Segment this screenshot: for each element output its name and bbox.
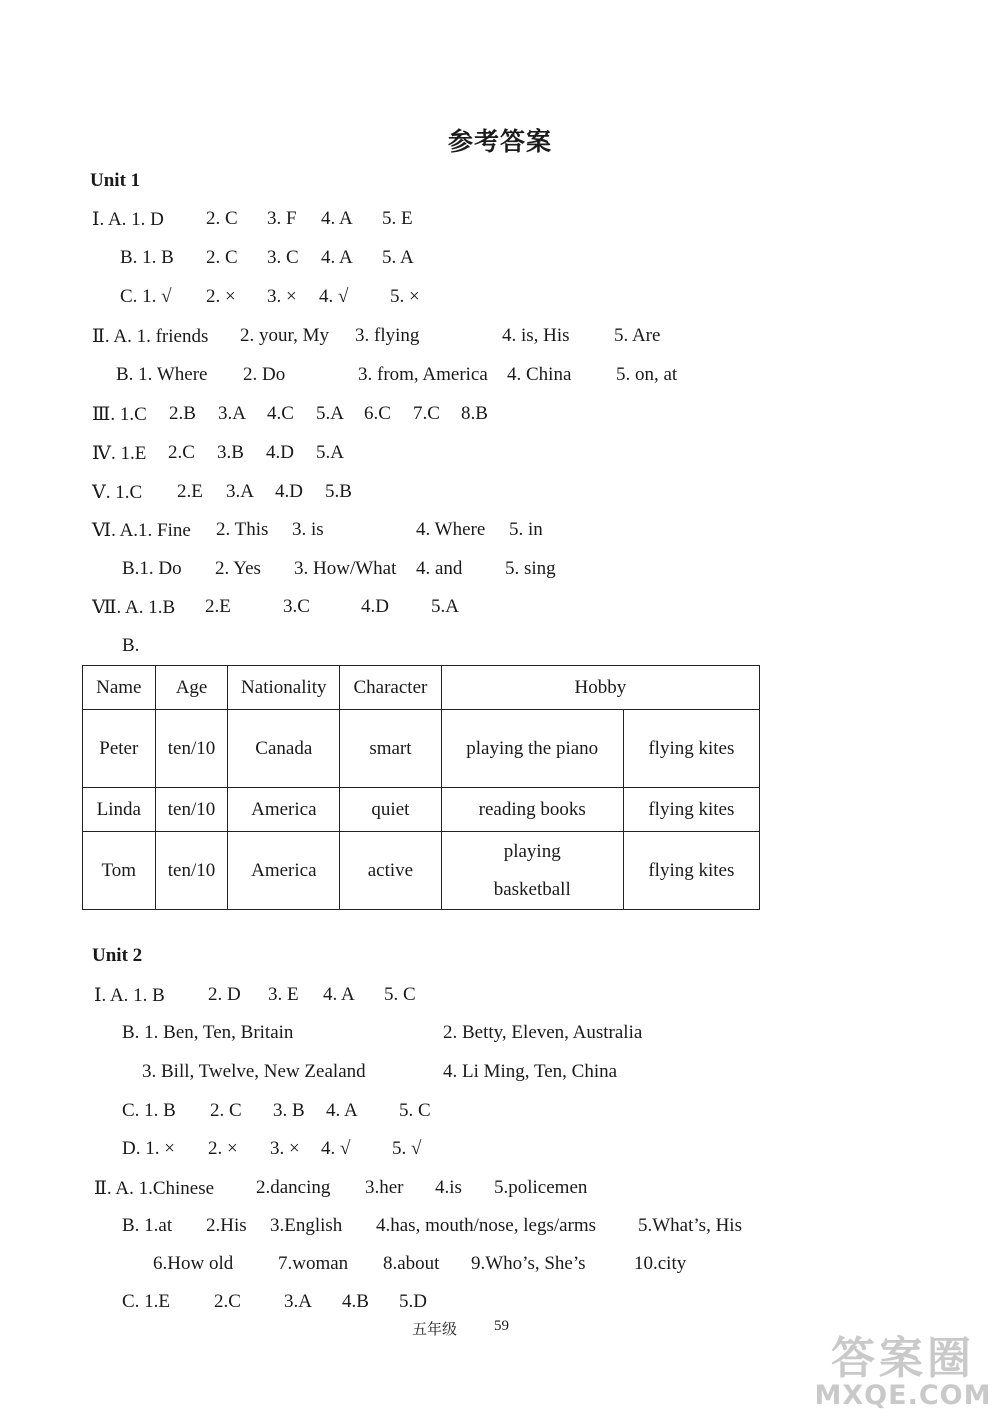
answer-item: C. 1. B	[122, 1100, 176, 1121]
answer-item: Ⅴ. 1.C	[92, 482, 143, 503]
answer-line	[0, 1138, 1000, 1164]
answer-line	[0, 286, 1000, 312]
answer-item: Ⅱ. A. 1. friends	[92, 326, 209, 347]
page-number: 59	[494, 1318, 509, 1334]
answer-item: B.	[122, 635, 140, 656]
answer-line	[0, 519, 1000, 545]
answer-item: 3.B	[217, 442, 244, 463]
table-cell: active	[340, 832, 442, 910]
answer-item: 5.A	[316, 442, 344, 463]
answer-item: 5. Are	[614, 325, 661, 346]
answer-item: 3. ×	[270, 1138, 300, 1159]
answer-item: B. 1. Where	[116, 364, 208, 385]
table-cell: playing the piano	[441, 710, 623, 788]
header-cell-nationality: Nationality	[228, 666, 340, 710]
answer-item: 5.B	[325, 481, 352, 502]
answer-item: 2. Yes	[215, 558, 261, 579]
answer-item: 4.B	[342, 1291, 369, 1312]
answer-item: 5. C	[384, 984, 416, 1005]
answer-item: 4.D	[266, 442, 294, 463]
table-cell: ten/10	[155, 788, 228, 832]
answer-item: 2. ×	[206, 286, 236, 307]
answer-item: 2.His	[206, 1215, 247, 1236]
answer-item: 3.A	[284, 1291, 312, 1312]
table-cell: smart	[340, 710, 442, 788]
student-info-table	[82, 665, 760, 910]
answer-item: Ⅲ. 1.C	[92, 404, 147, 425]
answer-item: 6.How old	[153, 1253, 234, 1274]
answer-item: 3. F	[267, 208, 297, 229]
answer-item: 4.D	[361, 596, 389, 617]
answer-item: 4.is	[435, 1177, 462, 1198]
answer-item: 2.dancing	[256, 1177, 331, 1198]
table-cell: ten/10	[155, 710, 228, 788]
answer-item: 5. C	[399, 1100, 431, 1121]
answer-item: 3. Bill, Twelve, New Zealand	[142, 1061, 366, 1082]
table-cell: flying kites	[623, 832, 759, 910]
answer-item: 2. ×	[208, 1138, 238, 1159]
answer-item: 5.policemen	[494, 1177, 588, 1198]
header-cell-name: Name	[83, 666, 156, 710]
answer-item: 7.woman	[278, 1253, 349, 1274]
answer-item: 4. A	[321, 208, 353, 229]
answer-item: 9.Who’s, She’s	[471, 1253, 586, 1274]
answer-line	[0, 1291, 1000, 1317]
answer-item: 3. B	[273, 1100, 305, 1121]
answer-line	[0, 364, 1000, 390]
answer-item: Ⅳ. 1.E	[92, 443, 147, 464]
table-cell: playing basketball	[441, 832, 623, 910]
table-cell: Canada	[228, 710, 340, 788]
table-row	[83, 710, 760, 788]
answer-item: D. 1. ×	[122, 1138, 175, 1159]
unit1-heading: Unit 1	[90, 170, 141, 191]
answer-item: 3. C	[267, 247, 299, 268]
answer-item: 5. sing	[505, 558, 556, 579]
answer-item: 5.A	[431, 596, 459, 617]
answer-item: 5. A	[382, 247, 414, 268]
answer-line	[0, 481, 1000, 507]
footer-grade: 五年级	[412, 1320, 458, 1338]
unit2-heading: Unit 2	[92, 945, 143, 966]
answer-item: 8.B	[461, 403, 488, 424]
answer-line	[0, 1253, 1000, 1279]
answer-item: 5.D	[399, 1291, 427, 1312]
answer-item: B.1. Do	[122, 558, 182, 579]
answer-item: 4. Where	[416, 519, 486, 540]
answer-item: 5. √	[392, 1138, 422, 1159]
answer-item: 3.English	[270, 1215, 343, 1236]
table-row	[83, 832, 760, 910]
answer-item: 4. is, His	[502, 325, 570, 346]
answer-item: 2.E	[205, 596, 231, 617]
answer-item: B. 1. B	[120, 247, 174, 268]
answer-item: 4. A	[323, 984, 355, 1005]
header-cell-character: Character	[340, 666, 442, 710]
answer-item: 4. A	[326, 1100, 358, 1121]
answer-item: 5. on, at	[616, 364, 678, 385]
answer-line	[0, 1061, 1000, 1087]
answer-item: B. 1.at	[122, 1215, 173, 1236]
table-cell: flying kites	[623, 788, 759, 832]
answer-item: 3. from, America	[358, 364, 488, 385]
answer-item: 4. China	[507, 364, 572, 385]
answer-item: Ⅱ. A. 1.Chinese	[94, 1178, 215, 1199]
answer-item: 3. is	[292, 519, 324, 540]
answer-item: 3.A	[226, 481, 254, 502]
answer-item: 3. ×	[267, 286, 297, 307]
answer-item: 2.C	[168, 442, 195, 463]
answer-item: Ⅶ. A. 1.B	[92, 597, 176, 618]
answer-item: 2. D	[208, 984, 241, 1005]
answer-item: 2.B	[169, 403, 196, 424]
answer-item: 4. A	[321, 247, 353, 268]
answer-item: 2. C	[210, 1100, 242, 1121]
answer-item: 4.D	[275, 481, 303, 502]
answer-line	[0, 247, 1000, 273]
answer-item: 3. flying	[355, 325, 420, 346]
answer-item: 6.C	[364, 403, 391, 424]
answer-item: 4. Li Ming, Ten, China	[443, 1061, 618, 1082]
answer-line	[0, 208, 1000, 234]
table-cell: flying kites	[623, 710, 759, 788]
page-title: 参考答案	[447, 127, 552, 156]
table-cell: reading books	[441, 788, 623, 832]
answer-line	[0, 1215, 1000, 1241]
answer-item: 3. E	[268, 984, 299, 1005]
answer-item: 4.C	[267, 403, 294, 424]
table-cell: Tom	[83, 832, 156, 910]
answer-line	[0, 558, 1000, 584]
answer-item: 3.C	[283, 596, 310, 617]
answer-item: 7.C	[413, 403, 440, 424]
answer-item: 2. Betty, Eleven, Australia	[443, 1022, 643, 1043]
answer-item: 2. This	[216, 519, 269, 540]
answer-item: 2. C	[206, 208, 238, 229]
watermark-site: MXQE.COM	[814, 1380, 992, 1411]
answer-line	[0, 635, 1000, 661]
answer-item: 4.has, mouth/nose, legs/arms	[376, 1215, 597, 1236]
answer-item: Ⅵ. A.1. Fine	[92, 520, 191, 541]
table-cell: America	[228, 832, 340, 910]
answer-item: 10.city	[634, 1253, 687, 1274]
answer-item: 8.about	[383, 1253, 440, 1274]
answer-item: 3.A	[218, 403, 246, 424]
answer-item: 2.C	[214, 1291, 241, 1312]
answer-item: C. 1.E	[122, 1291, 171, 1312]
answer-item: B. 1. Ben, Ten, Britain	[122, 1022, 294, 1043]
table-header-row	[83, 666, 760, 710]
answer-line	[0, 1100, 1000, 1126]
answer-item: 3.her	[365, 1177, 404, 1198]
answer-item: 3. How/What	[294, 558, 397, 579]
answer-item: 2.E	[177, 481, 203, 502]
watermark-logo-text: 答案圈	[831, 1333, 975, 1384]
answer-item: Ⅰ. A. 1. B	[94, 985, 165, 1006]
answer-item: 5. ×	[390, 286, 420, 307]
answer-item: 4. √	[319, 286, 349, 307]
answer-item: 5. E	[382, 208, 413, 229]
header-cell-age: Age	[155, 666, 228, 710]
answer-item: C. 1. √	[120, 286, 172, 307]
answer-line	[0, 442, 1000, 468]
table-row	[83, 788, 760, 832]
answer-line	[0, 596, 1000, 622]
answer-line	[0, 403, 1000, 429]
table-cell: Linda	[83, 788, 156, 832]
header-cell-hobby: Hobby	[441, 666, 759, 710]
answer-item: 5. in	[509, 519, 543, 540]
answer-item: 2. Do	[243, 364, 286, 385]
answer-line	[0, 325, 1000, 351]
table-cell: America	[228, 788, 340, 832]
table-cell: quiet	[340, 788, 442, 832]
answer-line	[0, 984, 1000, 1010]
watermark-logo	[808, 1318, 998, 1414]
answer-line	[0, 1022, 1000, 1048]
answer-item: 2. your, My	[240, 325, 329, 346]
answer-item: 2. C	[206, 247, 238, 268]
answer-item: Ⅰ. A. 1. D	[92, 209, 164, 230]
answer-item: 4. and	[416, 558, 463, 579]
answer-item: 5.A	[316, 403, 344, 424]
table-cell: Peter	[83, 710, 156, 788]
answer-item: 4. √	[321, 1138, 351, 1159]
answer-line	[0, 1177, 1000, 1203]
table-cell: ten/10	[155, 832, 228, 910]
answer-item: 5.What’s, His	[638, 1215, 742, 1236]
